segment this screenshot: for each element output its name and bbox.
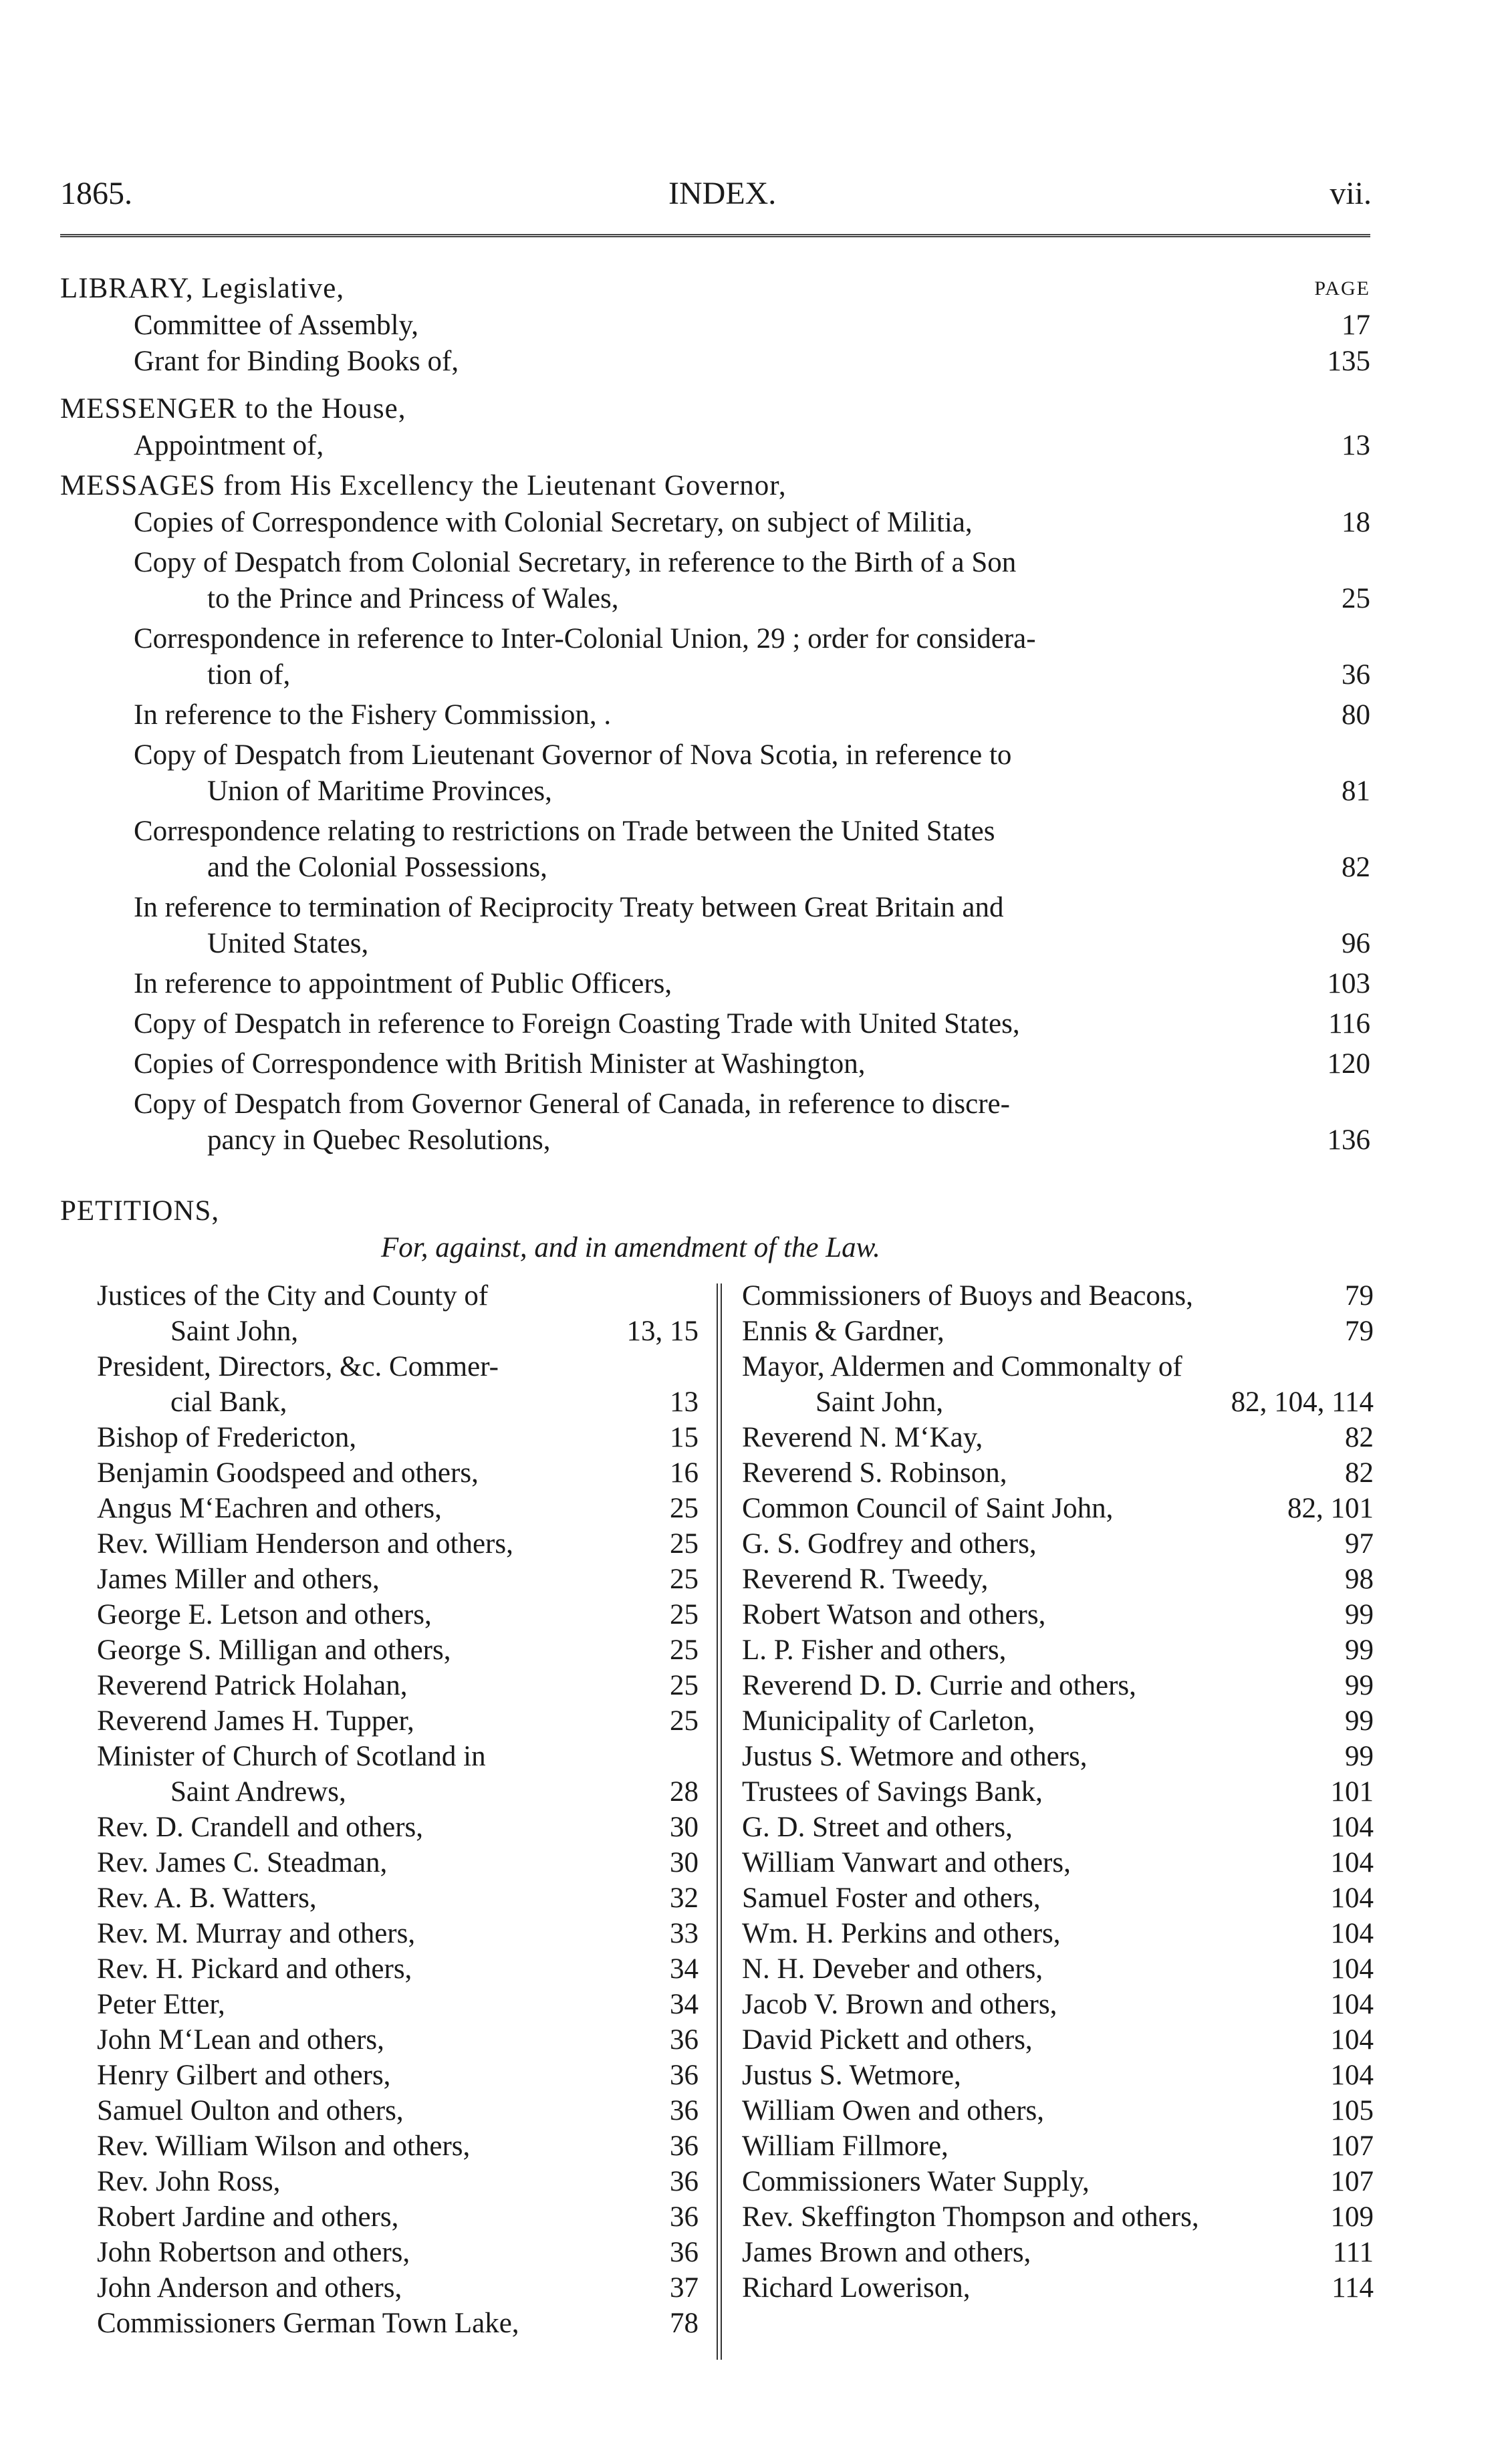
petition-page: 25 [670,1564,699,1595]
message-entry [60,1122,1370,1158]
petition-page: 25 [670,1634,699,1666]
petition-page: 104 [1330,1812,1374,1843]
petition-entry [742,2270,1374,2306]
petition-name: Rev. H. Pickard and others, [97,1953,412,1985]
entry-page: 120 [1327,1048,1370,1080]
petition-entry [97,1951,699,1987]
petition-name: James Brown and others, [742,2237,1031,2268]
petition-page: 78 [670,2308,699,2339]
petition-page: 104 [1330,1847,1374,1878]
petition-name: Reverend Patrick Holahan, [97,1670,408,1701]
petition-page: 36 [670,2166,699,2197]
petition-entry [742,1491,1374,1526]
petition-name: Samuel Foster and others, [742,1882,1041,1914]
petition-entry [742,1314,1374,1349]
petition-entry [742,1774,1374,1810]
messenger-heading-line [60,391,1370,427]
petition-page: 25 [670,1528,699,1560]
petition-entry [97,2306,699,2341]
petition-page: 30 [670,1847,699,1878]
petition-page: 82, 101 [1287,1493,1374,1524]
petition-page: 34 [670,1989,699,2020]
entry-page: 17 [1342,310,1370,341]
header-title: INDEX. [668,176,777,211]
entry-text: Copies of Correspondence with British Minister at Washington, [134,1048,866,1080]
header-page-number: vii. [1330,176,1372,211]
petition-name: William Owen and others, [742,2095,1045,2126]
petition-name: George E. Letson and others, [97,1599,432,1630]
petition-name: William Fillmore, [742,2130,949,2162]
message-entry [60,657,1370,693]
message-entry [60,850,1370,886]
petition-page: 99 [1345,1705,1374,1737]
entry-text: United States, [207,928,369,959]
petition-entry [742,1384,1374,1420]
petition-entry [97,2128,699,2164]
petition-name: President, Directors, &c. Commer- [97,1351,499,1382]
petition-entry [742,2058,1374,2093]
petition-entry [97,1278,699,1314]
petition-entry [97,1526,699,1562]
message-entry [60,814,1370,850]
petition-name: Reverend James H. Tupper, [97,1705,414,1737]
petition-name: Rev. William Wilson and others, [97,2130,471,2162]
petition-name: L. P. Fisher and others, [742,1634,1007,1666]
message-entry [60,1006,1370,1042]
petitions-subheading-line [60,1230,1370,1266]
petition-name: G. D. Street and others, [742,1812,1013,1843]
petition-page: 25 [670,1670,699,1701]
petition-entry [742,1526,1374,1562]
petition-entry [97,1845,699,1880]
messages-heading-line [60,468,1370,504]
petition-entry [97,1384,699,1420]
petition-entry [742,2164,1374,2199]
message-entry [60,1086,1370,1122]
petition-page: 28 [670,1776,699,1808]
petition-name: Mayor, Aldermen and Commonalty of [742,1351,1182,1382]
entry-text: Copy of Despatch in reference to Foreign Coasting Trade with United States, [134,1008,1020,1039]
petition-page: 99 [1345,1741,1374,1772]
petition-entry [742,1880,1374,1916]
message-entry [60,545,1370,581]
petition-entry [742,1810,1374,1845]
petition-entry [97,1491,699,1526]
petition-entry [97,1668,699,1703]
entry-text: In reference to appointment of Public Officers, [134,968,672,999]
entry-page: 82 [1342,852,1370,883]
petition-entry [742,1739,1374,1774]
petition-page: 33 [670,1918,699,1949]
petition-name: Benjamin Goodspeed and others, [97,1457,479,1489]
petition-entry [742,1278,1374,1314]
petition-page: 98 [1345,1564,1374,1595]
entry-text: Correspondence in reference to Inter-Colonial Union, 29 ; order for considera- [134,623,1036,654]
petition-entry [97,1703,699,1739]
petition-name: Commissioners Water Supply, [742,2166,1090,2197]
petition-name: Angus M‘Eachren and others, [97,1493,442,1524]
petition-page: 107 [1330,2130,1374,2162]
petition-name: Henry Gilbert and others, [97,2060,391,2091]
petition-entry [97,1597,699,1632]
message-entry [60,890,1370,926]
petition-name: Rev. John Ross, [97,2166,281,2197]
message-entry [60,1046,1370,1082]
library-heading-line [60,271,1370,307]
petition-entry [97,1810,699,1845]
petition-entry [742,1349,1374,1384]
petition-name: Justus S. Wetmore, [742,2060,961,2091]
message-entry [60,505,1370,541]
petition-name: James Miller and others, [97,1564,380,1595]
petition-page: 104 [1330,1989,1374,2020]
library-entry [60,308,1370,344]
petition-name: Robert Watson and others, [742,1599,1046,1630]
library-entry [60,344,1370,380]
petition-name: Rev. A. B. Watters, [97,1882,317,1914]
petition-page: 104 [1330,2024,1374,2056]
petition-name: Jacob V. Brown and others, [742,1989,1057,2020]
entry-page: 25 [1342,583,1370,614]
entry-page: 103 [1327,968,1370,999]
petition-page: 13 [670,1386,699,1418]
message-entry [60,773,1370,810]
entry-text: tion of, [207,659,291,691]
petition-page: 25 [670,1599,699,1630]
petition-page: 104 [1330,1882,1374,1914]
petition-page: 114 [1332,2272,1374,2304]
petition-entry [742,1845,1374,1880]
petition-name: Municipality of Carleton, [742,1705,1035,1737]
petition-page: 30 [670,1812,699,1843]
messages-heading: MESSAGES from His Excellency the Lieutenant Governor, [60,470,787,501]
message-entry [60,926,1370,962]
petition-entry [97,1562,699,1597]
petition-page: 104 [1330,1918,1374,1949]
petition-name: Reverend R. Tweedy, [742,1564,989,1595]
petitions-left-column [97,1278,699,2361]
entry-text: to the Prince and Princess of Wales, [207,583,619,614]
petition-page: 15 [670,1422,699,1453]
petition-name: Robert Jardine and others, [97,2201,399,2233]
entry-text: Grant for Binding Books of, [134,346,459,377]
petition-page: 99 [1345,1670,1374,1701]
petitions-right-column [742,1278,1374,2361]
petition-entry [97,1774,699,1810]
petition-page: 36 [670,2237,699,2268]
petition-entry [97,2199,699,2235]
petition-page: 36 [670,2024,699,2056]
petition-name: Saint Andrews, [170,1776,346,1808]
petition-name: Richard Lowerison, [742,2272,971,2304]
header-year: 1865. [60,176,132,211]
entry-text: Appointment of, [134,430,324,461]
entry-text: Copy of Despatch from Governor General of Canada, in reference to discre- [134,1088,1010,1120]
petition-entry [97,2270,699,2306]
petition-entry [97,1632,699,1668]
petition-name: Commissioners German Town Lake, [97,2308,519,2339]
petition-entry [742,1420,1374,1455]
entry-page: 96 [1342,928,1370,959]
petition-name: Saint John, [170,1316,299,1347]
petition-entry [742,2199,1374,2235]
petition-page: 36 [670,2095,699,2126]
petition-page: 16 [670,1457,699,1489]
messenger-heading: MESSENGER to the House, [60,393,406,424]
petitions-subheading: For, against, and in amendment of the Law. [381,1232,880,1263]
message-entry [60,697,1370,733]
petition-page: 79 [1345,1280,1374,1312]
petition-page: 25 [670,1493,699,1524]
petition-entry [742,1597,1374,1632]
entry-page: 80 [1342,699,1370,731]
petition-name: John Anderson and others, [97,2272,402,2304]
petition-page: 111 [1332,2237,1374,2268]
petition-name: Commissioners of Buoys and Beacons, [742,1280,1193,1312]
message-entry [60,621,1370,657]
petition-page: 36 [670,2060,699,2091]
entry-text: pancy in Quebec Resolutions, [207,1124,551,1156]
petition-page: 104 [1330,2060,1374,2091]
message-entry [60,581,1370,617]
petition-entry [97,2058,699,2093]
petition-entry [97,1916,699,1951]
petition-name: William Vanwart and others, [742,1847,1071,1878]
entry-text: Copy of Despatch from Lieutenant Governor of Nova Scotia, in reference to [134,739,1012,771]
entry-page: 81 [1342,775,1370,807]
petition-entry [97,2164,699,2199]
petition-name: Rev. Skeffington Thompson and others, [742,2201,1199,2233]
message-entry [60,966,1370,1002]
petition-page: 34 [670,1953,699,1985]
petition-entry [742,2093,1374,2128]
petition-name: John M‘Lean and others, [97,2024,384,2056]
entry-text: Copy of Despatch from Colonial Secretary, in reference to the Birth of a Son [134,547,1017,578]
petition-name: Justus S. Wetmore and others, [742,1741,1088,1772]
petition-page: 36 [670,2130,699,2162]
petition-entry [742,2235,1374,2270]
petition-name: Minister of Church of Scotland in [97,1741,486,1772]
petition-name: Reverend D. D. Currie and others, [742,1670,1136,1701]
petition-page: 109 [1330,2201,1374,2233]
petitions-heading-line [60,1193,1370,1229]
petition-page: 79 [1345,1316,1374,1347]
petition-name: Samuel Oulton and others, [97,2095,404,2126]
page-column-label: PAGE [1314,277,1370,299]
petition-entry [742,1987,1374,2022]
petition-name: Bishop of Fredericton, [97,1422,357,1453]
entry-page: 13 [1342,430,1370,461]
petition-page: 107 [1330,2166,1374,2197]
petition-entry [97,2235,699,2270]
header-rule [60,234,1370,237]
petition-name: Justices of the City and County of [97,1280,489,1312]
petition-entry [742,1916,1374,1951]
petition-entry [742,1703,1374,1739]
petition-entry [742,1951,1374,1987]
petition-page: 25 [670,1705,699,1737]
petition-entry [742,1562,1374,1597]
entry-text: In reference to the Fishery Commission, . [134,699,612,731]
entry-text: Committee of Assembly, [134,310,418,341]
petition-entry [742,2128,1374,2164]
entry-text: Union of Maritime Provinces, [207,775,552,807]
petition-name: Rev. William Henderson and others, [97,1528,513,1560]
petition-name: Common Council of Saint John, [742,1493,1114,1524]
petition-name: David Pickett and others, [742,2024,1033,2056]
petition-name: Peter Etter, [97,1989,225,2020]
petition-entry [742,1455,1374,1491]
petition-entry [97,1987,699,2022]
petition-page: 99 [1345,1599,1374,1630]
petition-entry [97,1349,699,1384]
petition-page: 99 [1345,1634,1374,1666]
petition-name: cial Bank, [170,1386,287,1418]
petition-page: 97 [1345,1528,1374,1560]
petition-page: 82, 104, 114 [1231,1386,1374,1418]
petition-page: 36 [670,2201,699,2233]
petition-name: Wm. H. Perkins and others, [742,1918,1061,1949]
library-heading: LIBRARY, Legislative, [60,273,345,304]
messenger-entry [60,428,1370,464]
petition-entry [97,1314,699,1349]
petition-name: Rev. James C. Steadman, [97,1847,388,1878]
petitions-heading: PETITIONS, [60,1195,220,1227]
petition-page: 104 [1330,1953,1374,1985]
column-divider [717,1283,722,2360]
entry-text: Copies of Correspondence with Colonial Secretary, on subject of Militia, [134,507,973,538]
petition-entry [742,1668,1374,1703]
petition-entry [97,1420,699,1455]
petition-name: Reverend N. M‘Kay, [742,1422,983,1453]
petition-name: G. S. Godfrey and others, [742,1528,1037,1560]
entry-text: Correspondence relating to restrictions on Trade between the United States [134,816,995,847]
petition-page: 32 [670,1882,699,1914]
petition-entry [742,2022,1374,2058]
entry-page: 36 [1342,659,1370,691]
entry-page: 116 [1328,1008,1370,1039]
petition-page: 101 [1330,1776,1374,1808]
entry-page: 136 [1327,1124,1370,1156]
petition-name: Saint John, [815,1386,944,1418]
petition-name: Rev. D. Crandell and others, [97,1812,424,1843]
entry-page: 18 [1342,507,1370,538]
entry-text: In reference to termination of Reciprocity Treaty between Great Britain and [134,892,1004,923]
petition-name: N. H. Deveber and others, [742,1953,1043,1985]
message-entry [60,737,1370,773]
petition-name: Ennis & Gardner, [742,1316,944,1347]
petition-entry [742,1632,1374,1668]
petition-entry [97,1880,699,1916]
petition-page: 37 [670,2272,699,2304]
petition-entry [97,2093,699,2128]
petition-page: 105 [1330,2095,1374,2126]
entry-page: 135 [1327,346,1370,377]
petition-name: John Robertson and others, [97,2237,410,2268]
petition-page: 82 [1345,1457,1374,1489]
petition-page: 13, 15 [626,1316,699,1347]
petition-entry [97,2022,699,2058]
petition-name: Reverend S. Robinson, [742,1457,1007,1489]
petition-entry [97,1455,699,1491]
petition-page: 82 [1345,1422,1374,1453]
petition-name: Rev. M. Murray and others, [97,1918,416,1949]
petition-name: Trustees of Savings Bank, [742,1776,1043,1808]
petition-name: George S. Milligan and others, [97,1634,451,1666]
entry-text: and the Colonial Possessions, [207,852,547,883]
petition-entry [97,1739,699,1774]
